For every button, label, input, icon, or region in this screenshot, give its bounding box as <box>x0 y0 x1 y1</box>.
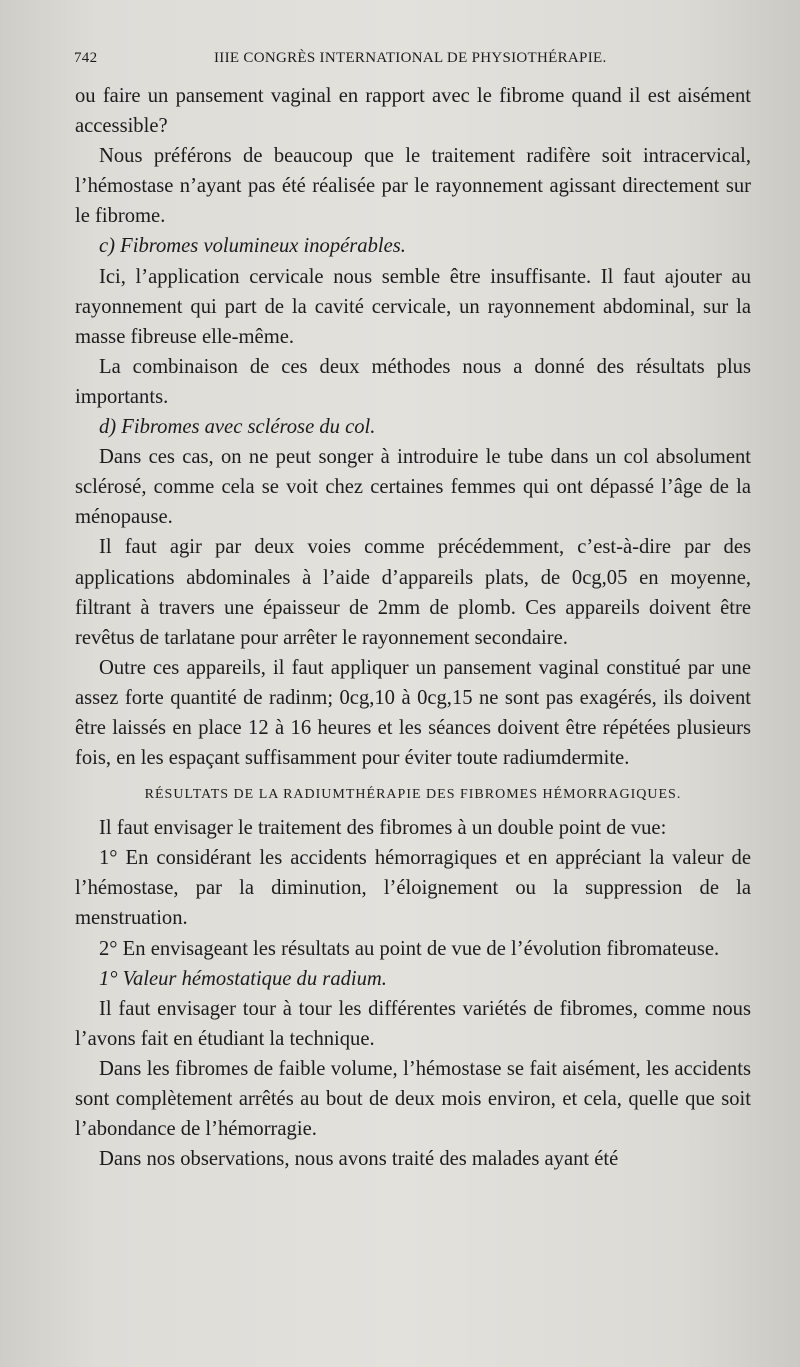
paragraph: Il faut agir par deux voies comme précédemment, c’est-à-dire par des applications abdominales à l’aide d’appareils plats, de 0cg,05 en moyenne, filtrant à travers une épaisseur de 2mm de plomb. Ces appareils doivent être revêtus de tarlatane pour arrêter le rayonnement secondaire. <box>75 536 751 649</box>
paragraph: Il faut envisager le traitement des fibromes à un double point de vue: <box>99 817 667 840</box>
paragraph: La combinaison de ces deux méthodes nous a donné des résultats plus importants. <box>75 355 751 408</box>
subheading: 1° Valeur hémostatique du radium. <box>99 967 387 990</box>
paragraph: Outre ces appareils, il faut appliquer un pansement vaginal constitué par une assez forte quantité de radinm; 0cg,10 à 0cg,15 ne sont pas exagérés, ils doivent être laissés en place 12 à 16 heures et les séances doivent être répétées plusieurs fois, en les espaçant suffisamment pour éviter toute radiumdermite. <box>75 656 751 770</box>
paragraph: ou faire un pansement vaginal en rapport avec le fibrome quand il est aisément accessible? <box>75 85 751 138</box>
section-heading: RÉSULTATS DE LA RADIUMTHÉRAPIE DES FIBROMES HÉMORRAGIQUES. <box>144 787 682 803</box>
paragraph: Il faut envisager tour à tour les différentes variétés de fibromes, comme nous l’avons fait en étudiant la technique. <box>75 997 751 1050</box>
paragraph: 1° En considérant les accidents hémorragiques et en appréciant la valeur de l’hémostase, par la diminution, l’éloignement ou la suppression de la menstruation. <box>75 847 751 930</box>
paragraph: Dans ces cas, on ne peut songer à introduire le tube dans un col absolument sclérosé, comme cela se voit chez certaines femmes qui ont dépassé l’âge de la ménopause. <box>75 446 751 529</box>
paragraph: Nous préférons de beaucoup que le traitement radifère soit intracervical, l’hémostase n’ayant pas été réalisée par le rayonnement agissant directement sur le fibrome. <box>75 145 751 228</box>
paragraph: Dans nos observations, nous avons traité des malades ayant été <box>99 1148 619 1171</box>
paragraph: Dans les fibromes de faible volume, l’hémostase se fait aisément, les accidents sont complètement arrêtés au bout de deux mois environ, et cela, quelle que soit l’abondance de l’hémorragie. <box>75 1057 751 1141</box>
paragraph: 2° En envisageant les résultats au point de vue de l’évolution fibromateuse. <box>99 937 720 960</box>
page-body <box>75 81 751 1174</box>
page-number: 742 <box>74 50 98 66</box>
subheading: c) Fibromes volumineux inopérables. <box>99 235 406 258</box>
paragraph: Ici, l’application cervicale nous semble être insuffisante. Il faut ajouter au rayonnement qui part de la cavité cervicale, un rayonnement abdominal, sur la masse fibreuse elle-même. <box>75 265 751 348</box>
running-title: IIIE CONGRÈS INTERNATIONAL DE PHYSIOTHÉRAPIE. <box>214 50 607 66</box>
page-header <box>74 50 750 72</box>
subheading: d) Fibromes avec sclérose du col. <box>99 416 376 439</box>
